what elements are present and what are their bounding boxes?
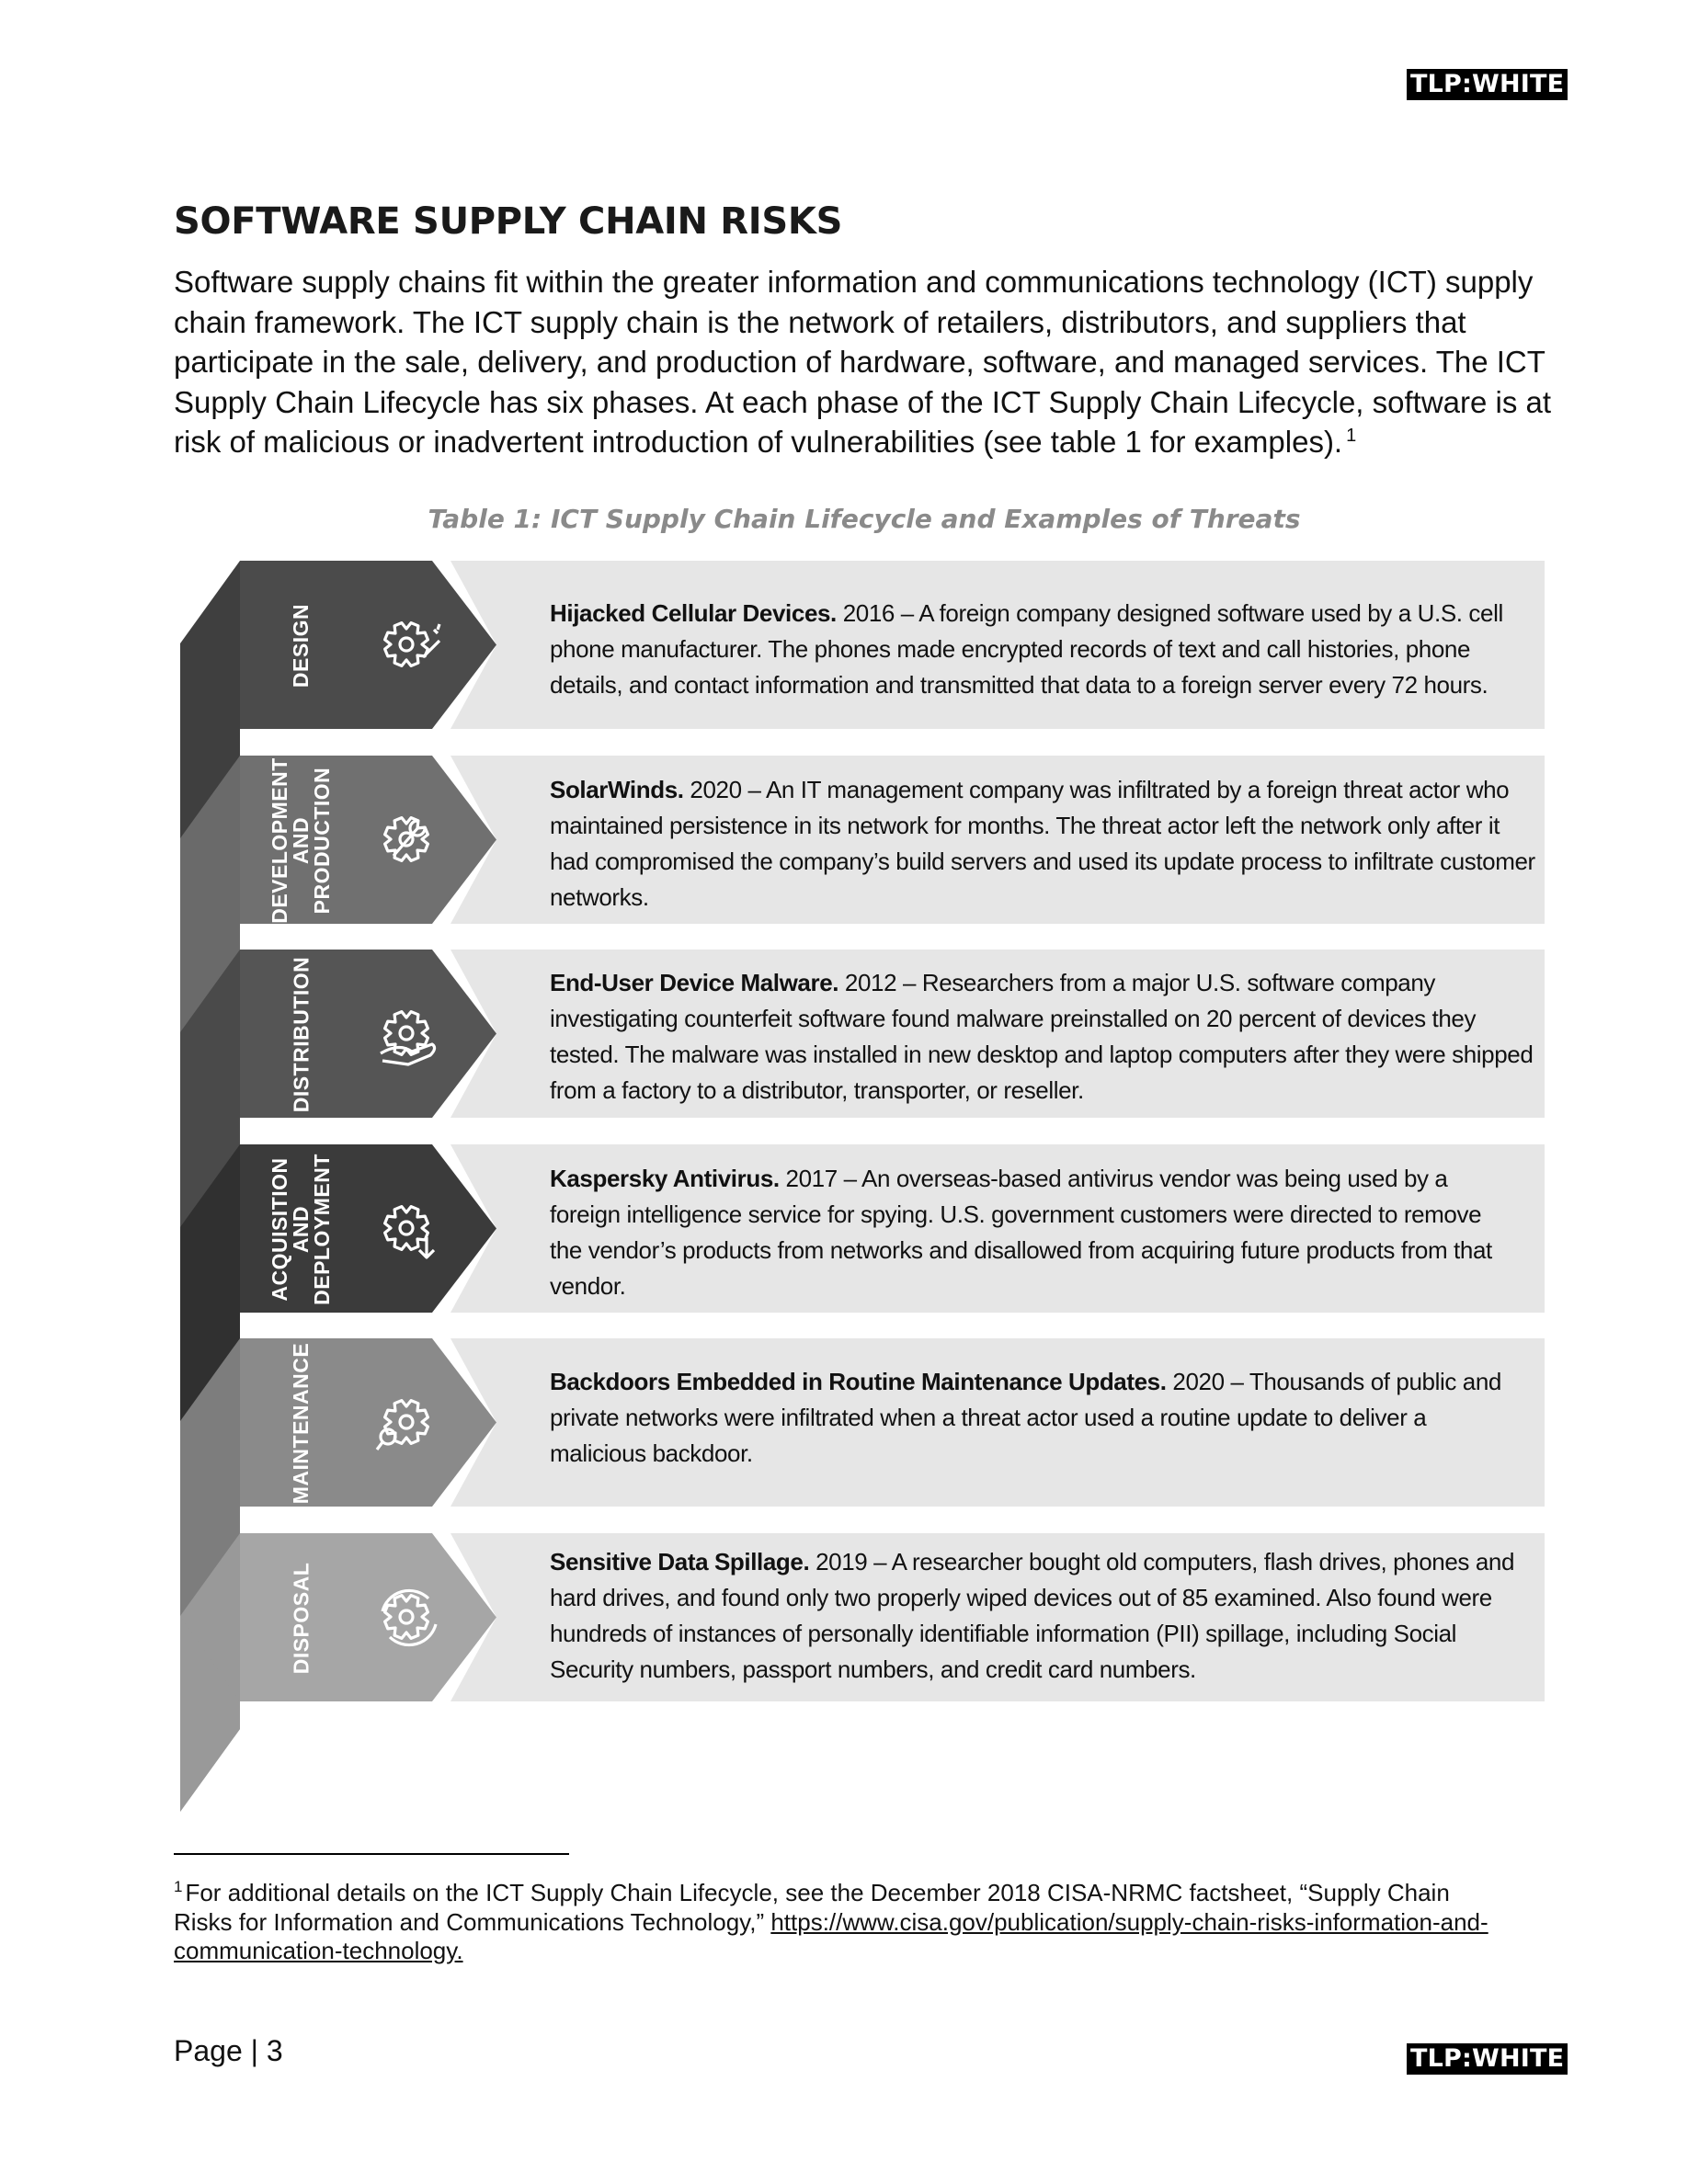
threat-line: phone manufacturer. The phones made encrypted records of text and call histories, phone	[550, 635, 1471, 663]
threat-description	[550, 1364, 1543, 1472]
phase-label-line: DISPOSAL	[288, 1562, 313, 1675]
page-heading: SOFTWARE SUPPLY CHAIN RISKS	[174, 200, 843, 243]
threat-line: malicious backdoor.	[550, 1439, 753, 1467]
phase-label	[216, 561, 386, 731]
threat-line: vendor.	[550, 1272, 626, 1300]
gear-search-icon	[375, 1389, 443, 1457]
footnote-link-continued[interactable]: communication-technology.	[174, 1937, 463, 1964]
phase-label-line: DEPLOYMENT	[309, 1154, 334, 1305]
threat-title: Backdoors Embedded in Routine Maintenance Updates.	[550, 1368, 1167, 1395]
phase-label-line: DISTRIBUTION	[289, 956, 313, 1113]
threat-line: Security numbers, passport numbers, and credit card numbers.	[550, 1655, 1196, 1683]
gear-download-icon	[375, 1195, 443, 1263]
gear-wrench-icon	[375, 806, 443, 874]
phase-label	[216, 756, 386, 926]
threat-title: End-User Device Malware.	[550, 969, 839, 996]
gear-wand-icon	[375, 611, 443, 679]
threat-line: private networks were infiltrated when a threat actor used a routine update to deliver a	[550, 1404, 1427, 1431]
threat-line: Hijacked Cellular Devices. 2016 – A foreign company designed software used by a U.S. cell	[550, 599, 1503, 627]
phase-label-line: MAINTENANCE	[288, 1342, 313, 1505]
threat-description	[550, 965, 1543, 1109]
threat-line: maintained persistence in its network for months. The threat actor left the network only after it	[550, 812, 1500, 839]
threat-line: networks.	[550, 883, 649, 911]
phase-label	[216, 1533, 386, 1703]
threat-line: details, and contact information and transmitted that data to a foreign server every 72 hours.	[550, 671, 1488, 699]
footnote-line-3	[174, 1937, 1553, 1966]
threat-description	[550, 1161, 1543, 1304]
phase-label-line: DESIGN	[289, 603, 313, 688]
phase-label	[216, 1338, 386, 1508]
footnote-line-1: $^1$ For additional details on the ICT Supply Chain Lifecycle, see the December 2018 CISA-NRMC factsheet, “Supply Chain	[174, 1878, 1450, 1906]
phase-label-line: AND	[288, 816, 313, 865]
threat-line: SolarWinds. 2020 – An IT management company was infiltrated by a foreign threat actor who	[550, 776, 1510, 803]
threat-line: Kaspersky Antivirus. 2017 – An overseas-based antivirus vendor was being used by a	[550, 1165, 1448, 1192]
threat-line: the vendor’s products from networks and disallowed from acquiring future products from that	[550, 1236, 1492, 1264]
hand-gear-icon	[375, 1000, 443, 1068]
threat-line: hard drives, and found only two properly wiped devices out of 85 examined. Also found were	[550, 1584, 1492, 1611]
threat-title: Sensitive Data Spillage.	[550, 1548, 810, 1575]
threat-title: SolarWinds.	[550, 776, 684, 803]
threat-description	[550, 772, 1543, 916]
footnote-link[interactable]: https://www.cisa.gov/publication/supply-chain-risks-information-and-	[770, 1907, 1488, 1936]
threat-title: Kaspersky Antivirus.	[550, 1165, 780, 1192]
threat-description	[550, 1544, 1543, 1688]
threat-line: from a factory to a distributor, transporter, or reseller.	[550, 1076, 1084, 1104]
phase-label	[216, 950, 386, 1120]
phase-label-line: DEVELOPMENT	[267, 757, 291, 924]
tlp-marking-top: TLP:WHITE	[1407, 69, 1568, 100]
intro-line: participate in the sale, delivery, and production of hardware, software, and managed services. The ICT	[174, 345, 1545, 379]
phase-label	[216, 1144, 386, 1314]
intro-line: Supply Chain Lifecycle has six phases. At each phase of the ICT Supply Chain Lifecycle, software is at	[174, 384, 1552, 419]
footnote-number: 1	[174, 1878, 183, 1896]
tlp-marking-bottom: TLP:WHITE	[1407, 2043, 1568, 2075]
phase-label-line: AND	[288, 1205, 313, 1254]
threat-title: Hijacked Cellular Devices.	[550, 599, 837, 627]
threat-line: End-User Device Malware. 2012 – Researchers from a major U.S. software company	[550, 969, 1435, 996]
threat-description	[550, 596, 1543, 703]
intro-line: Software supply chains fit within the greater information and communications technology (ICT) supply	[174, 265, 1534, 299]
threat-line: investigating counterfeit software found malware preinstalled on 20 percent of devices they	[550, 1005, 1477, 1032]
threat-line: hundreds of instances of personally identifiable information (PII) spillage, including Social	[550, 1620, 1457, 1647]
threat-line: Sensitive Data Spillage. 2019 – A researcher bought old computers, flash drives, phones and	[550, 1548, 1515, 1575]
footnote-divider	[174, 1853, 569, 1855]
footnote-reference[interactable]: 1	[1346, 426, 1357, 446]
phase-label-line: ACQUISITION	[267, 1157, 291, 1302]
intro-line: risk of malicious or inadvertent introduction of vulnerabilities (see table 1 for examples).	[174, 425, 1343, 459]
threat-line: had compromised the company’s build servers and used its update process to infiltrate customer	[550, 847, 1535, 875]
gear-recycle-icon	[375, 1584, 443, 1652]
page-number: Page | 3	[174, 2034, 283, 2067]
footnote	[174, 1879, 1553, 1966]
intro-line: chain framework. The ICT supply chain is the network of retailers, distributors, and suppliers that	[174, 304, 1466, 339]
threat-line: tested. The malware was installed in new desktop and laptop computers after they were shipped	[550, 1041, 1534, 1068]
threat-line: foreign intelligence service for spying. U.S. government customers were directed to remove	[550, 1200, 1482, 1228]
table-caption: Table 1: ICT Supply Chain Lifecycle and Examples of Threats	[428, 504, 1301, 534]
footnote-line-2: Risks for Information and Communications Technology,” https://www.cisa.gov/publication/supply-chain-risks-information-and-	[174, 1907, 1488, 1936]
threat-line: Backdoors Embedded in Routine Maintenance Updates. 2020 – Thousands of public and	[550, 1368, 1501, 1395]
phase-label-line: PRODUCTION	[309, 767, 334, 915]
